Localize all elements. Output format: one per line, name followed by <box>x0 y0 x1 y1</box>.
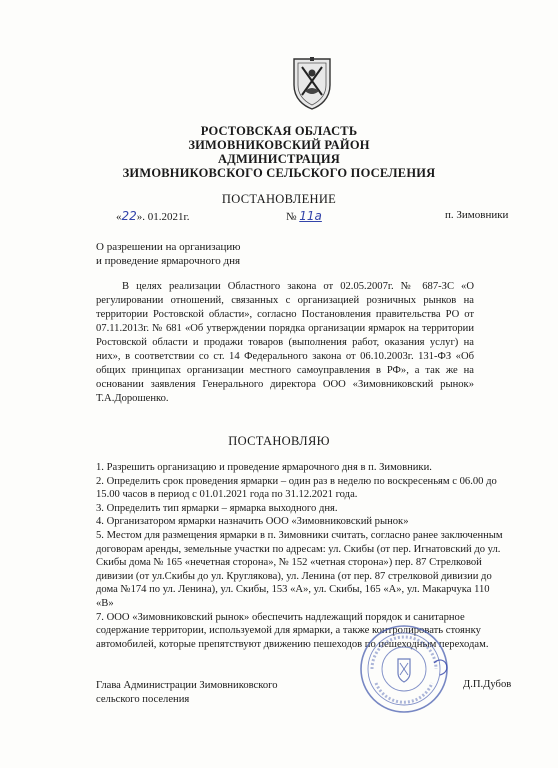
decree-item: 5. Местом для размещения ярмарки в п. Зимовники считать, согласно ранее заключенным договорам аренды, земельные участки по адресам: ул. Скибы (от пер. Игнатовский до ул. Скибы дома № 165 «нечетная сторона», № 152 «четная сторона») пер. 87 Стрелковой дивизии (от ул.Скибы до ул. Круглякова), ул. Ленина (от пер. 87 стрелковой дивизии до дома №174 по ул. Ленина), ул. Скибы, 153 «А», ул. Скибы, 165 «А», ул. Макарчука 110 «В» <box>96 529 503 609</box>
decree-item: 3. Определить тип ярмарки – ярмарка выходного дня. <box>96 502 338 514</box>
document-title: ПОСТАНОВЛЕНИЕ <box>221 192 337 206</box>
decree-title: ПОСТАНОВЛЯЮ <box>228 434 330 448</box>
administration-heading: АДМИНИСТРАЦИЯ <box>217 152 341 166</box>
handwritten-number: 11а <box>299 209 322 223</box>
signer-position-line-2: сельского поселения <box>96 693 190 705</box>
date-rest: . 01.2021г. <box>142 211 190 223</box>
handwritten-day: 22 <box>121 209 137 223</box>
signer-position-line-1: Глава Администрации Зимовниковского <box>96 680 278 691</box>
signer-position <box>96 679 278 706</box>
preamble-paragraph: В целях реализации Областного закона от 02.05.2007г. № 687-ЗС «О регулировании отношений, связанных с организацией розничных рынков на территории Ростовской области», согласно Постановления правительства РО от 07.11.2013г. № 681 «Об утверждении порядка организации ярмарок на территории Ростовской области и продажи товаров (выполнения работ, оказания услуг) на них», в соответствии со ст. 14 Федерального закона от 06.10.2003г. 131-ФЗ «Об общих принципах организации местного самоуправления в РФ», а так же на основании заявления Генерального директора ООО «Зимовниковский рынок» Т.А.Дорошенко. <box>96 281 474 404</box>
region-heading: РОСТОВСКАЯ ОБЛАСТЬ <box>200 124 358 138</box>
subject-block <box>96 240 240 268</box>
coat-of-arms-icon <box>290 55 334 111</box>
document-date: «22». 01.2021г. <box>116 209 190 223</box>
subject-line-1: О разрешении на организацию <box>96 241 241 253</box>
decree-item: 2. Определить срок проведения ярмарки – один раз в неделю по воскресеньям с 06.00 до 15.00 часов в период с 01.01.2021 года по 31.12.2021 года. <box>96 475 497 501</box>
signer-name: Д.П.Дубов <box>463 679 512 690</box>
document-place: п. Зимовники <box>445 209 509 221</box>
document-number <box>286 209 322 223</box>
official-seal-icon <box>358 623 450 715</box>
subject-line-2: и проведение ярмарочного дня <box>96 255 241 267</box>
number-prefix: № <box>286 211 297 223</box>
district-heading: ЗИМОВНИКОВСКИЙ РАЙОН <box>188 138 370 152</box>
decree-item: 1. Разрешить организацию и проведение ярмарочного дня в п. Зимовники. <box>96 462 432 473</box>
decree-item: 4. Организатором ярмарки назначить ООО «Зимовниковский рынок» <box>96 516 409 528</box>
decree-item: 7. ООО «Зимовниковский рынок» обеспечить надлежащий порядок и санитарное содержание территории, используемой для ярмарки, а также контролировать стоянку автомобилей, которые препятствуют движению пешеходов по пешеходным переходам. <box>96 611 489 650</box>
settlement-heading: ЗИМОВНИКОВСКОГО СЕЛЬСКОГО ПОСЕЛЕНИЯ <box>122 166 436 180</box>
